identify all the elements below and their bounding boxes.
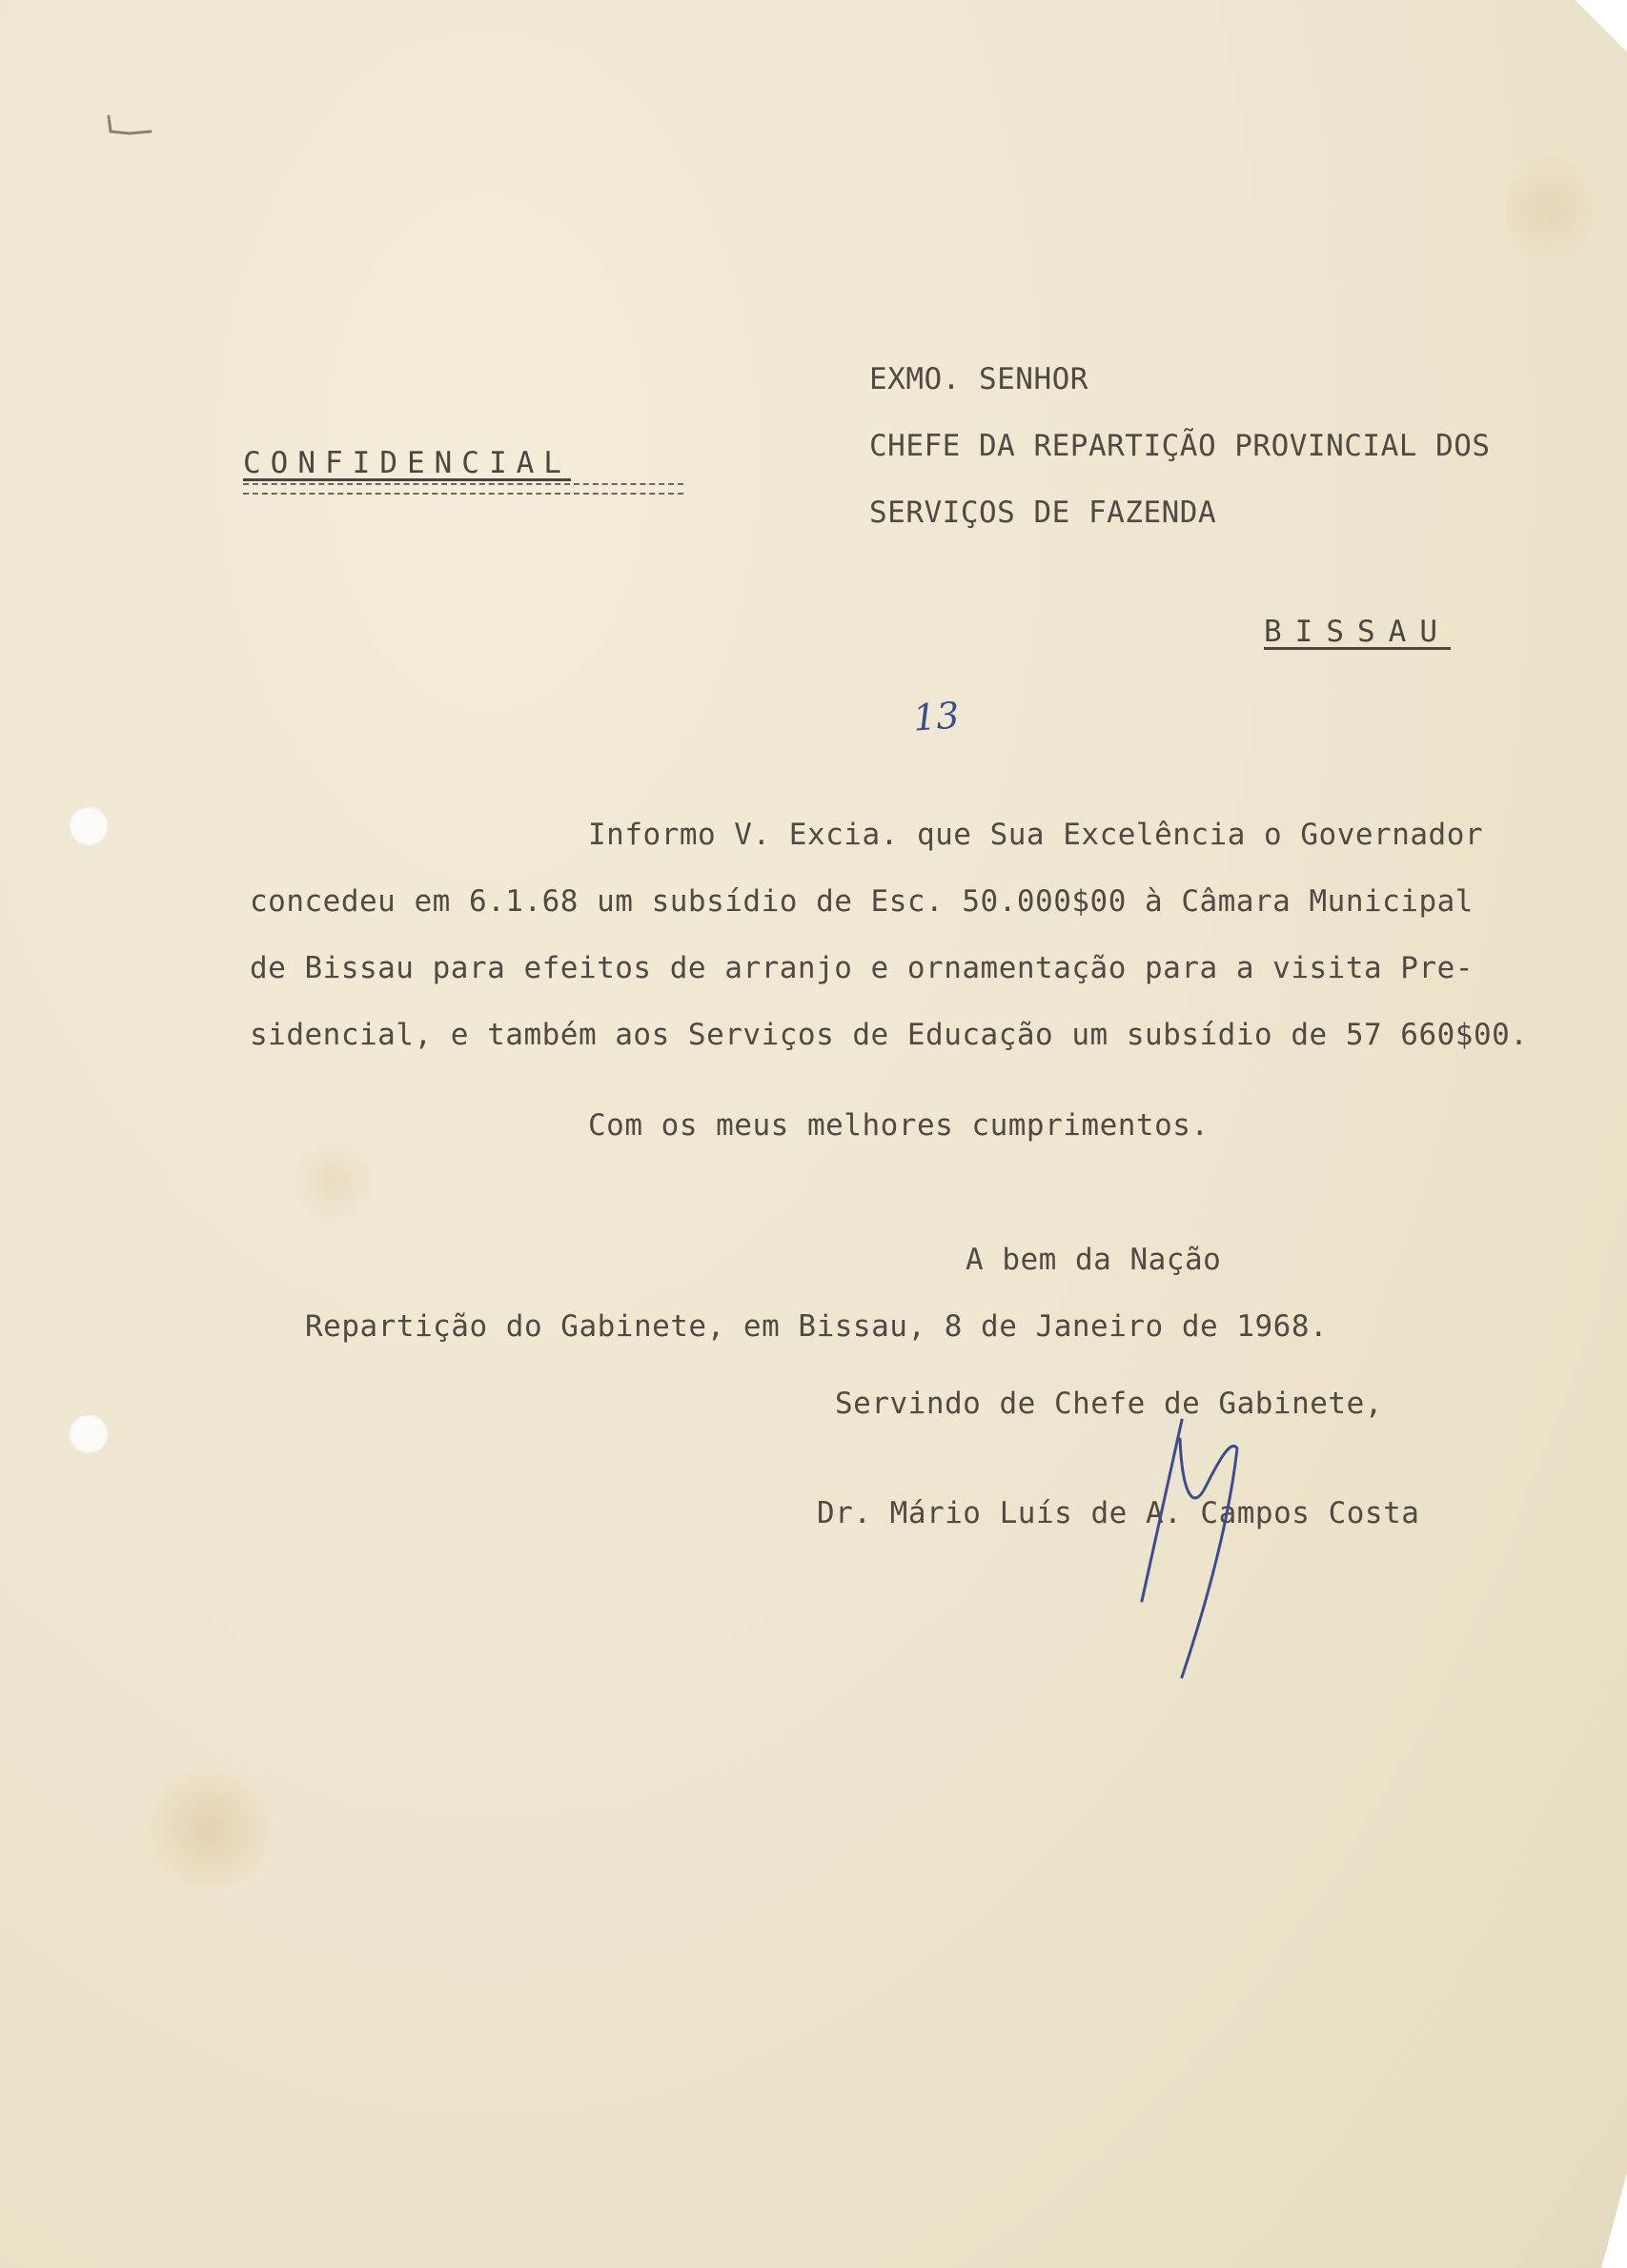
punch-hole <box>69 1414 109 1454</box>
body-line-3: de Bissau para efeitos de arranjo e ornamentação para a visita Pre- <box>250 951 1474 985</box>
body-line-1: Informo V. Excia. que Sua Excelência o Governador <box>588 818 1484 852</box>
torn-corner <box>1584 2116 1627 2268</box>
staple-mark-icon <box>103 112 160 141</box>
classification-double-underline <box>243 483 683 495</box>
salutation: A bem da Nação <box>966 1243 1222 1277</box>
punch-hole <box>69 806 109 846</box>
handwritten-reference-number: 13 <box>911 694 961 739</box>
recipient-city: BISSAU <box>1264 615 1451 649</box>
recipient-line-1: EXMO. SENHOR <box>869 362 1088 396</box>
body-line-2: concedeu em 6.1.68 um subsídio de Esc. 50.000$00 à Câmara Municipal <box>250 884 1474 919</box>
torn-corner <box>1570 0 1627 57</box>
place-and-date: Repartição do Gabinete, em Bissau, 8 de Janeiro de 1968. <box>305 1309 1329 1344</box>
paper-stain <box>133 1772 286 1887</box>
signatory-role: Servindo de Chefe de Gabinete, <box>835 1387 1383 1421</box>
closing-line: Com os meus melhores cumprimentos. <box>588 1108 1210 1143</box>
handwritten-signature <box>1125 1401 1258 1687</box>
signatory-name: Dr. Mário Luís de A. Campos Costa <box>817 1496 1420 1530</box>
classification-heading: CONFIDENCIAL <box>243 446 571 480</box>
paper-stain <box>1506 143 1592 276</box>
paper-stain <box>286 1144 381 1220</box>
recipient-line-3: SERVIÇOS DE FAZENDA <box>869 496 1217 530</box>
body-line-4: sidencial, e também aos Serviços de Educação um subsídio de 57 660$00. <box>250 1018 1529 1052</box>
recipient-line-2: CHEFE DA REPARTIÇÃO PROVINCIAL DOS <box>869 429 1491 463</box>
